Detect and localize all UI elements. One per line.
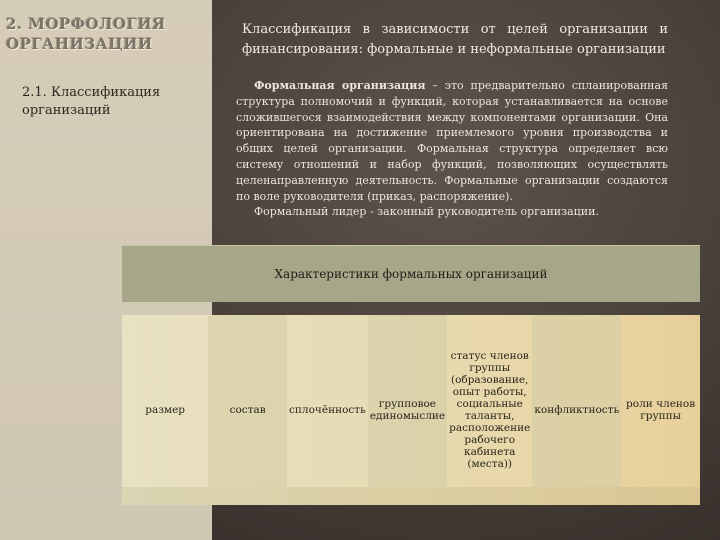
characteristics-header: Характеристики формальных организаций: [122, 245, 700, 302]
grid-bottom-strip: [122, 487, 700, 505]
characteristics-grid: [122, 315, 700, 505]
slide-title: 2. МОРФОЛОГИЯ ОРГАНИЗАЦИИ: [6, 15, 166, 53]
characteristic-cell: сплочённость: [289, 404, 366, 416]
leader-paragraph: Формальный лидер - законный руководитель организации.: [254, 205, 599, 219]
definition-text: – это предварительно спланированная структура полномочий и функций, которая устанавливается на основе сложившегося взаимодействия между компонентами организации. Она ориентирована на достижение приемлемого уровня производства и общих целей организации. Формальная структура определяет всю систему отношений и набор функций, позволяющих осуществлять целенаправленную деятельность. Формальные организации создаются по воле руководителя (приказ, распоряжение).: [236, 79, 669, 203]
characteristic-cell: размер: [145, 404, 186, 416]
section-title: 2.1. Классификация организаций: [22, 85, 161, 118]
characteristic-cell: групповое единомыслие: [368, 315, 447, 505]
characteristic-cell: статус членов группы (образование, опыт работы, социальные таланты, расположение рабочего кабинета (места)): [449, 350, 531, 470]
definition-term: Формальная организация: [254, 79, 426, 92]
characteristic-cell: конфликтность: [532, 315, 621, 505]
definition-block: [236, 78, 668, 220]
characteristic-cell: состав: [208, 315, 287, 505]
definition-paragraph: [236, 78, 668, 204]
characteristic-cell: роли членов группы: [626, 398, 696, 422]
classification-heading: Классификация в зависимости от целей организации и финансирования: формальные и неформальные организации: [242, 22, 668, 57]
